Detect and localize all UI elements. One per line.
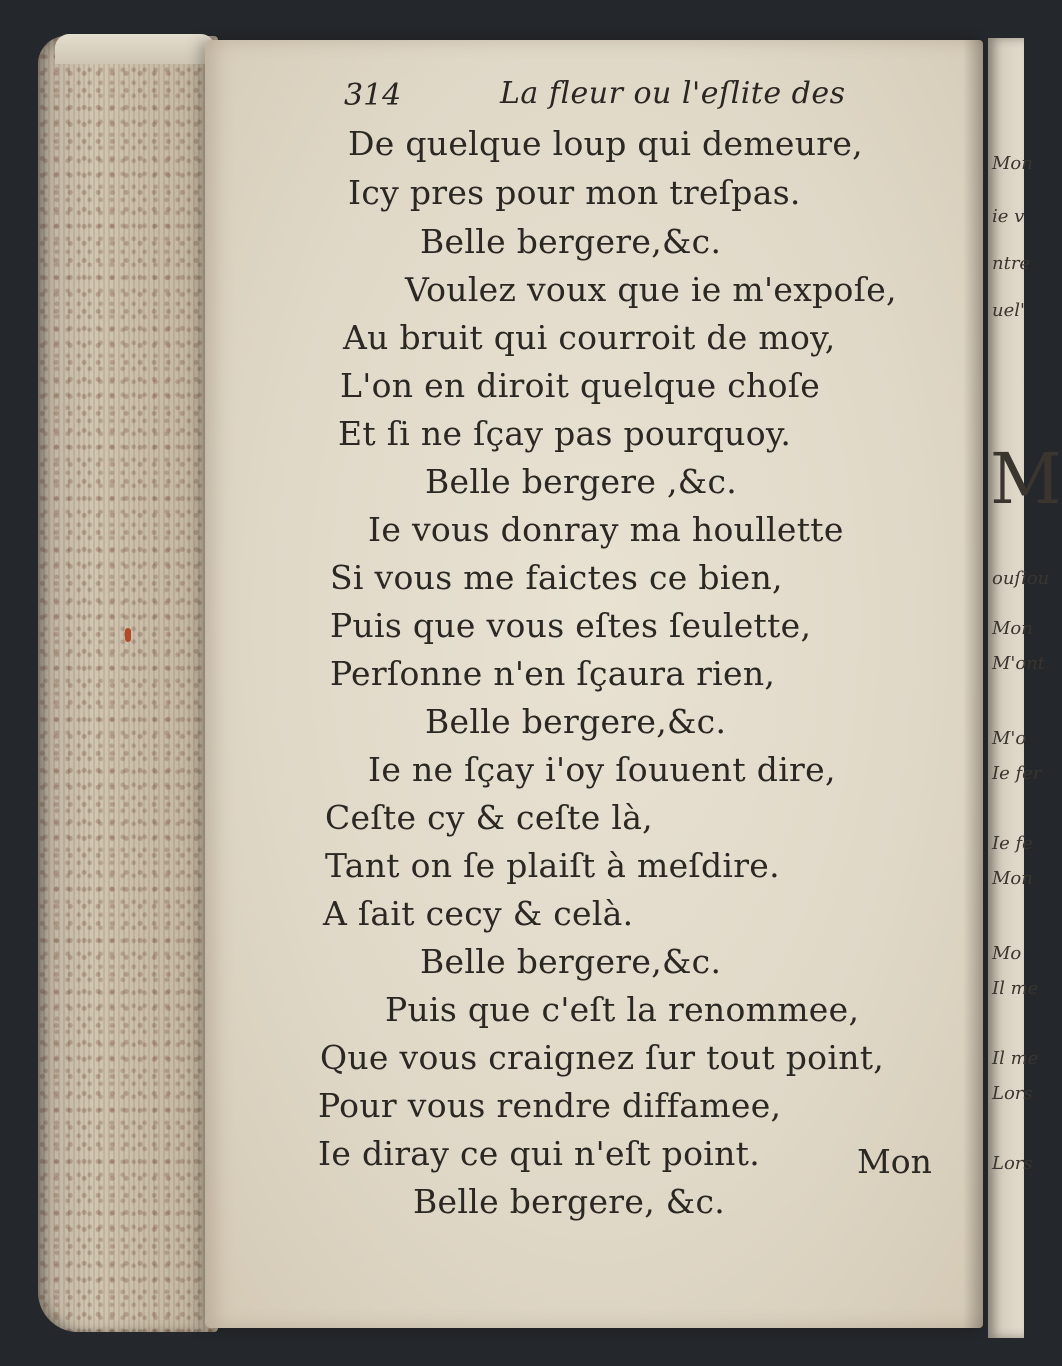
verse-line: Ie vous donray ma houllette [368,510,844,549]
verse-line: Belle bergere ,&c. [425,462,738,501]
next-page-fragment: Il me [992,1048,1039,1069]
next-page-fragment: Lors [992,1153,1033,1174]
next-page-fragment: uel' [992,300,1025,321]
fore-edge-top [55,34,215,64]
next-page-fragment: Ie fer [992,763,1042,784]
next-page-fragment: Mon [992,153,1033,174]
catchword: Mon [857,1142,932,1181]
verse-line: Puis que c'eſt la renommee, [385,990,860,1029]
verse-line: Belle bergere,&c. [420,222,722,261]
verse-line: Perſonne n'en ſçaura rien, [330,654,776,693]
verse-line: De quelque loup qui demeure, [348,124,863,163]
red-stain [125,628,131,642]
verse-line: Belle bergere,&c. [420,942,722,981]
next-page-fragment: Il me [992,978,1039,999]
next-page-fragment: Mon [992,868,1033,889]
next-page-fragment: Ie fe [992,833,1033,854]
verse-line: L'on en diroit quelque choſe [340,366,821,405]
verse-line: Icy pres pour mon treſpas. [348,173,801,212]
next-page-fragment: M'o [992,728,1027,749]
fore-edge [38,36,218,1332]
next-page-fragment: Lors [992,1083,1033,1104]
verse-line: Belle bergere,&c. [425,702,727,741]
page-number: 314 [344,78,402,113]
verse-line: Ie ne ſçay i'oy ſouuent dire, [368,750,836,789]
verse-line: Si vous me faictes ce bien, [330,558,783,597]
next-page-fragment: Mo [992,943,1022,964]
verse-line: Belle bergere, &c. [413,1182,726,1221]
verse-line: Ie diray ce qui n'eſt point. [318,1134,761,1173]
next-page-edge [988,38,1062,1338]
next-page-fragment: ie v [992,206,1025,227]
next-page-fragment: Mon [992,618,1033,639]
book-page [205,40,983,1328]
running-head: La fleur ou l'eſlite des [500,76,846,111]
next-page-initial: M [990,438,1062,520]
verse-line: Et ſi ne ſçay pas pourquoy. [338,414,792,453]
verse-line: Pour vous rendre diffamee, [318,1086,782,1125]
next-page-fragment: M'ont [992,653,1046,674]
verse-line: Tant on ſe plaiſt à meſdire. [325,846,780,885]
verse-line: Voulez voux que ie m'expoſe, [405,270,897,309]
verse-line: Au bruit qui courroit de moy, [343,318,836,357]
next-page-fragment: ntre [992,253,1031,274]
verse-text [205,40,983,1328]
verse-line: Ceſte cy & ceſte là, [325,798,653,837]
verse-line: Que vous craignez ſur tout point, [320,1038,885,1077]
verse-line: Puis que vous eſtes ſeulette, [330,606,812,645]
verse-line: A ſait cecy & celà. [323,894,634,933]
next-page-fragment: ouſiou [992,568,1050,589]
